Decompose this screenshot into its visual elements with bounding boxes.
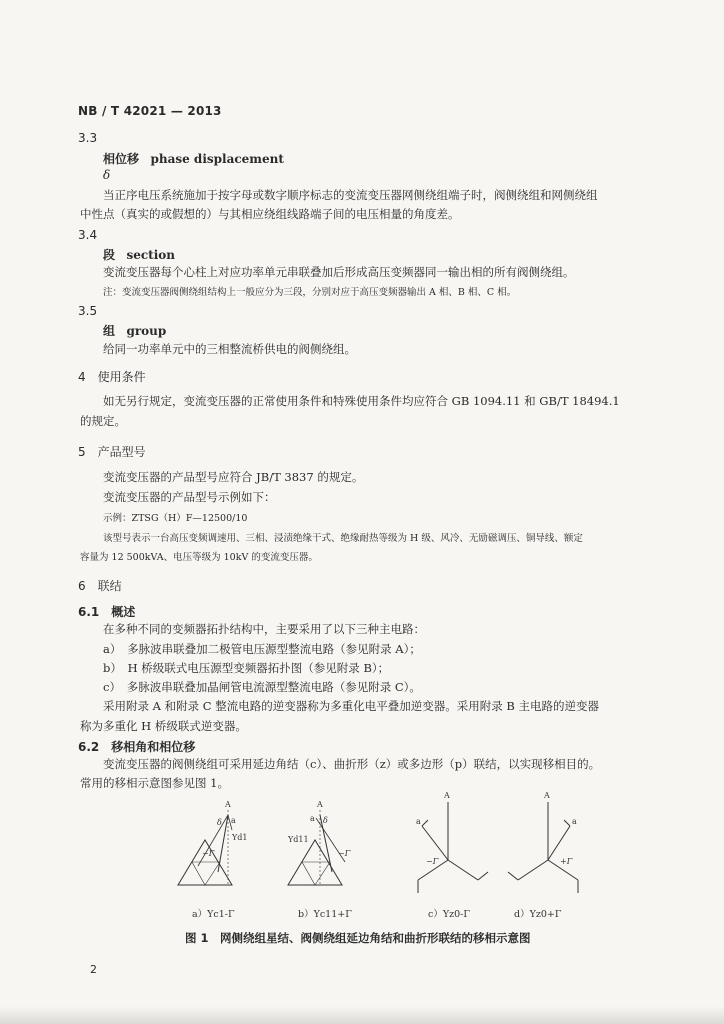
label-Yd11: Yd11	[288, 835, 309, 844]
label-Yd1: Yd1	[232, 833, 248, 842]
diagram-d-tail-left	[508, 872, 518, 880]
diagram-c-tail-right	[478, 872, 488, 880]
section-6-1-line3: 称为多重化 H 桥级联式逆变器。	[80, 719, 247, 733]
diagram-c	[416, 791, 488, 893]
section-3-4-number: 3.4	[78, 228, 98, 242]
label-delta: δ	[217, 818, 222, 827]
page-number: 2	[90, 963, 97, 976]
label-a: a	[572, 817, 577, 826]
term-zh: 组	[103, 324, 116, 338]
section-4-line1: 如无另行规定，变流变压器的正常使用条件和特殊使用条件均应符合 GB 1094.11 和 GB/T 18494.1	[103, 394, 620, 408]
diagram-d-zig	[548, 826, 570, 860]
section-3-3-symbol: δ	[103, 168, 111, 182]
section-4-heading: 4 使用条件	[78, 370, 146, 384]
diagram-b-outline	[288, 840, 342, 885]
label-A: A	[317, 800, 323, 809]
label-delta: δ	[323, 816, 328, 825]
diagram-b	[287, 800, 351, 885]
label-a: a	[310, 814, 315, 823]
section-6-2-heading: 6.2 移相角和相位移	[78, 740, 196, 754]
diagram-d-zag	[564, 820, 570, 826]
diagram-d-leg-left	[518, 860, 548, 880]
section-5-desc-line1: 该型号表示一台高压变频调速用、三相、浸渍绝缘干式、绝缘耐热等级为 H 级、风冷、无励磁调压、铜导线、额定	[103, 533, 583, 544]
section-4-line2: 的规定。	[80, 414, 126, 428]
section-6-1-item-a: a） 多脉波串联叠加二极管电压源型整流电路（参见附录 A）；	[103, 642, 421, 656]
section-6-1-line2: 采用附录 A 和附录 C 整流电路的逆变器称为多重化电平叠加逆变器。采用附录 B 主电路的逆变器	[103, 699, 599, 713]
section-6-1-item-c: c） 多脉波串联叠加晶闸管电流源型整流电路（参见附录 C）。	[103, 680, 421, 694]
subcaption-c: c）Yz0-Γ	[428, 909, 470, 920]
section-6-2-line1: 变流变压器的阀侧绕组可采用延边角结（c）、曲折形（z）或多边形（p）联结，以实现移相目的。	[103, 757, 601, 771]
section-3-3-number: 3.3	[78, 131, 98, 145]
section-5-line2: 变流变压器的产品型号示例如下：	[103, 490, 276, 504]
page-bottom-shadow	[0, 1006, 724, 1024]
label-plus-gamma: +Γ	[560, 857, 573, 866]
label-minus-gamma: −Γ	[202, 849, 215, 858]
section-5-line1: 变流变压器的产品型号应符合 JB/T 3837 的规定。	[103, 470, 364, 484]
phase-shift-diagram	[170, 790, 590, 920]
section-3-3-definition-line2: 中性点（真实的或假想的）与其相应绕组线路端子间的电压相量的角度差。	[80, 207, 460, 221]
section-6-2-line2: 常用的移相示意图参见图 1。	[80, 776, 229, 790]
label-A: A	[225, 800, 231, 809]
section-3-4-term	[103, 246, 175, 263]
section-3-3-term	[103, 150, 284, 167]
section-5-desc-line2: 容量为 12 500kVA、电压等级为 10kV 的变流变压器。	[80, 552, 318, 563]
label-A: A	[544, 791, 550, 800]
section-6-1-item-b: b） H 桥级联式电压源型变频器拓扑图（参见附录 B）；	[103, 661, 390, 675]
label-a: a	[416, 817, 421, 826]
diagram-b-inner	[302, 862, 330, 885]
diagram-c-zag	[422, 820, 428, 826]
term-en: section	[126, 248, 175, 262]
section-3-5-definition: 给同一功率单元中的三相整流桥供电的阀侧绕组。	[103, 342, 356, 356]
standard-header: NB / T 42021 — 2013	[78, 104, 222, 118]
section-5-example: 示例：ZTSG（H）F—12500/10	[103, 513, 248, 524]
diagram-d	[508, 791, 578, 893]
label-A: A	[444, 791, 450, 800]
section-5-heading: 5 产品型号	[78, 445, 146, 459]
diagram-c-zig	[422, 826, 448, 860]
section-3-5-term	[103, 322, 166, 339]
subcaption-d: d）Yz0+Γ	[514, 909, 562, 920]
label-minus-gamma: −Γ	[338, 849, 351, 858]
subcaption-a: a）Yc1-Γ	[192, 909, 235, 920]
label-a: a	[231, 816, 236, 825]
section-6-1-heading: 6.1 概述	[78, 605, 136, 619]
figure-1-caption: 图 1 网侧绕组星结、阀侧绕组延边角结和曲折形联结的移相示意图	[185, 931, 531, 945]
term-en: group	[126, 324, 167, 338]
section-3-3-definition-line1: 当正序电压系统施加于按字母或数字顺序标志的变流变压器网侧绕组端子时，阀侧绕组和网侧绕组	[103, 188, 598, 202]
diagram-a-inner	[192, 862, 220, 885]
section-6-1-line1: 在多种不同的变频器拓扑结构中，主要采用了以下三种主电路：	[103, 622, 425, 636]
label-minus-gamma: −Γ	[426, 857, 439, 866]
diagram-c-leg-right	[448, 860, 478, 880]
section-3-5-number: 3.5	[78, 304, 98, 318]
section-6-heading: 6 联结	[78, 579, 122, 593]
term-zh: 相位移	[103, 152, 140, 166]
subcaption-b: b）Yc11+Γ	[298, 909, 352, 920]
section-3-4-definition: 变流变压器每个心柱上对应功率单元串联叠加后形成高压变频器同一输出相的所有阀侧绕组。	[103, 265, 575, 279]
diagram-a	[178, 800, 248, 885]
diagram-a-outline	[178, 840, 232, 885]
term-en: phase displacement	[150, 152, 284, 166]
section-3-4-note: 注：变流变压器阀侧绕组结构上一般应分为三段，分别对应于高压变频器输出 A 相、B 相、C 相。	[103, 287, 517, 298]
term-zh: 段	[103, 248, 116, 262]
